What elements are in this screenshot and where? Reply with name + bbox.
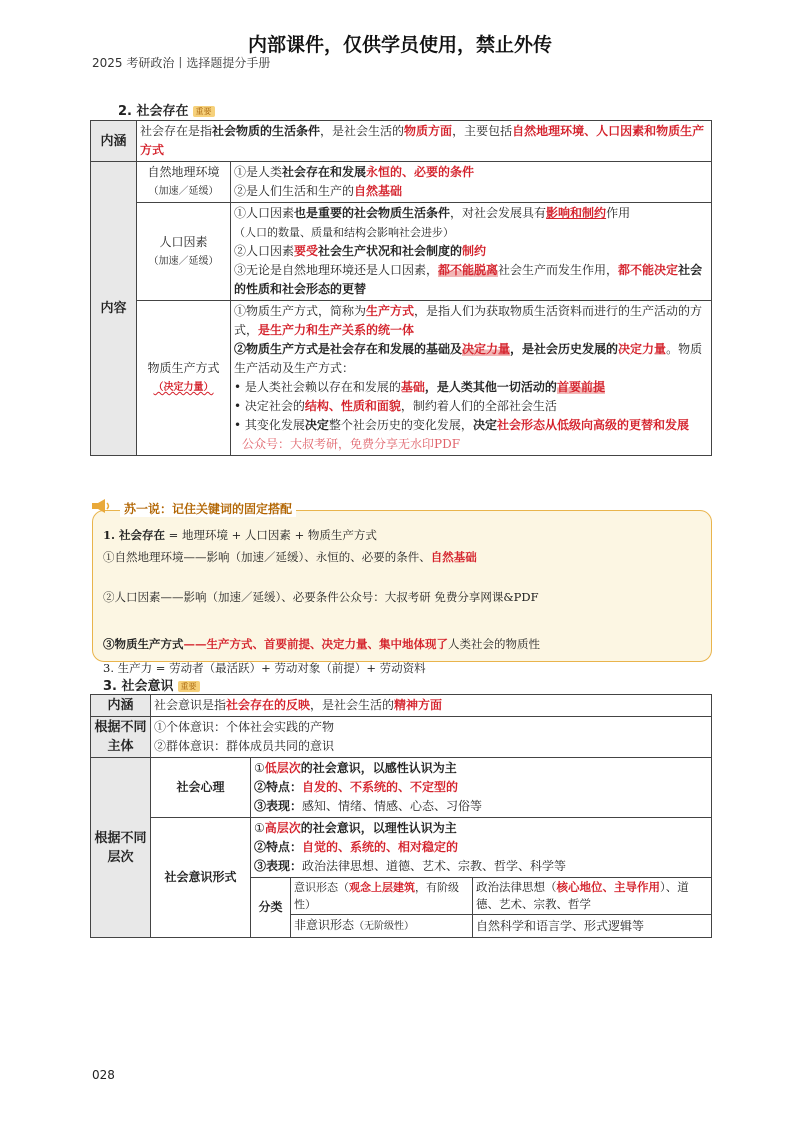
neihan-label: 内涵 bbox=[91, 121, 137, 162]
social-psychology-label: 社会心理 bbox=[151, 758, 251, 818]
ideology-cell: 意识形态（观念上层建筑，有阶级性） bbox=[291, 878, 473, 915]
neihan-content-3: 社会意识是指社会存在的反映，是社会生活的精神方面 bbox=[151, 695, 712, 717]
tip-line-5: 3. 生产力 = 劳动者（最活跃）+ 劳动对象（前提）+ 劳动资料 bbox=[103, 661, 426, 675]
non-ideology-detail-cell: 自然科学和语言学、形式逻辑等 bbox=[473, 915, 712, 938]
consciousness-form-content: ①高层次的社会意识，以理性认识为主 ②特点：自觉的、系统的、相对稳定的 ③表现：政治法律思想、道德、艺术、宗教、哲学、科学等 bbox=[251, 818, 712, 878]
neihan-label-3: 内涵 bbox=[91, 695, 151, 717]
tip-line-1: 1. 社会存在 = 地理环境 + 人口因素 + 物质生产方式 bbox=[103, 528, 377, 542]
section-3-title bbox=[103, 675, 200, 694]
by-level-label: 根据不同层次 bbox=[91, 758, 151, 938]
population-label: 人口因素 （加速／延缓） bbox=[137, 203, 231, 301]
watermark-text: 公众号：大叔考研，免费分享无水印PDF bbox=[242, 437, 461, 451]
social-consciousness-table bbox=[90, 694, 712, 938]
non-ideology-cell: 非意识形态（无阶级性） bbox=[291, 915, 473, 938]
important-badge: 重要 bbox=[193, 106, 215, 117]
important-badge: 重要 bbox=[178, 681, 200, 692]
section-3-title-text: 3. 社会意识 bbox=[103, 679, 174, 694]
consciousness-form-label: 社会意识形式 bbox=[151, 818, 251, 938]
classification-label: 分类 bbox=[251, 878, 291, 938]
production-mode-label: 物质生产方式 （决定力量） bbox=[137, 301, 231, 456]
by-subject-content: ①个体意识：个体社会实践的产物 ②群体意识：群体成员共同的意识 bbox=[151, 717, 712, 758]
page-header-title: 内部课件，仅供学员使用，禁止外传 bbox=[247, 34, 552, 56]
page-header-subtitle: 2025 考研政治丨选择题提分手册 bbox=[92, 56, 271, 70]
tip-title: 苏一说：记住关键词的固定搭配 bbox=[120, 500, 296, 517]
section-2-title bbox=[118, 100, 215, 119]
social-existence-table bbox=[90, 120, 712, 456]
megaphone-icon bbox=[90, 497, 112, 515]
content-label: 内容 bbox=[91, 162, 137, 456]
neihan-content: 社会存在是指社会物质的生活条件，是社会生活的物质方面，主要包括自然地理环境、人口因素和物质生产方式 bbox=[137, 121, 712, 162]
by-subject-label: 根据不同主体 bbox=[91, 717, 151, 758]
tip-line-4: ③物质生产方式——生产方式、首要前提、决定力量、集中地体现了人类社会的物质性 bbox=[103, 637, 540, 651]
social-psychology-content: ①低层次的社会意识，以感性认识为主 ②特点：自发的、不系统的、不定型的 ③表现：感知、情绪、情感、心态、习俗等 bbox=[251, 758, 712, 818]
env-content: ①是人类社会存在和发展永恒的、必要的条件 ②是人们生活和生产的自然基础 bbox=[231, 162, 712, 203]
tip-line-2: ①自然地理环境——影响（加速／延缓）、永恒的、必要的条件、自然基础 bbox=[103, 550, 477, 564]
ideology-detail-cell: 政治法律思想（核心地位、主导作用）、道德、艺术、宗教、哲学 bbox=[473, 878, 712, 915]
env-label: 自然地理环境 （加速／延缓） bbox=[137, 162, 231, 203]
tip-line-3: ②人口因素——影响（加速／延缓）、必要条件公众号：大叔考研 免费分享网课&PDF bbox=[103, 590, 539, 604]
production-mode-content: ①物质生产方式，简称为生产方式，是指人们为获取物质生活资料而进行的生产活动的方式，是生产力和生产关系的统一体 ②物质生产方式是社会存在和发展的基础及决定力量，是社会历史发展的决定力量。物质生产活动及生产方式： • 是人类社会赖以存在和发展的基础，是人类其他一切活动的首要前提 • 决定社会的结构、性质和面貌，制约着人们的全部社会生活 • 其变化发展决定整个社会历史的变化发展，决定社会形态从低级向高级的更替和发展 公众号：大叔考研，免费分享无水印PDF bbox=[231, 301, 712, 456]
section-2-title-text: 2. 社会存在 bbox=[118, 104, 189, 119]
page-number: 028 bbox=[92, 1068, 115, 1082]
population-content: ①人口因素也是重要的社会物质生活条件，对社会发展具有影响和制约作用 （人口的数量、质量和结构会影响社会进步） ②人口因素要受社会生产状况和社会制度的制约 ③无论是自然地理环境还是人口因素，都不能脱离社会生产而发生作用，都不能决定社会的性质和社会形态的更替 bbox=[231, 203, 712, 301]
